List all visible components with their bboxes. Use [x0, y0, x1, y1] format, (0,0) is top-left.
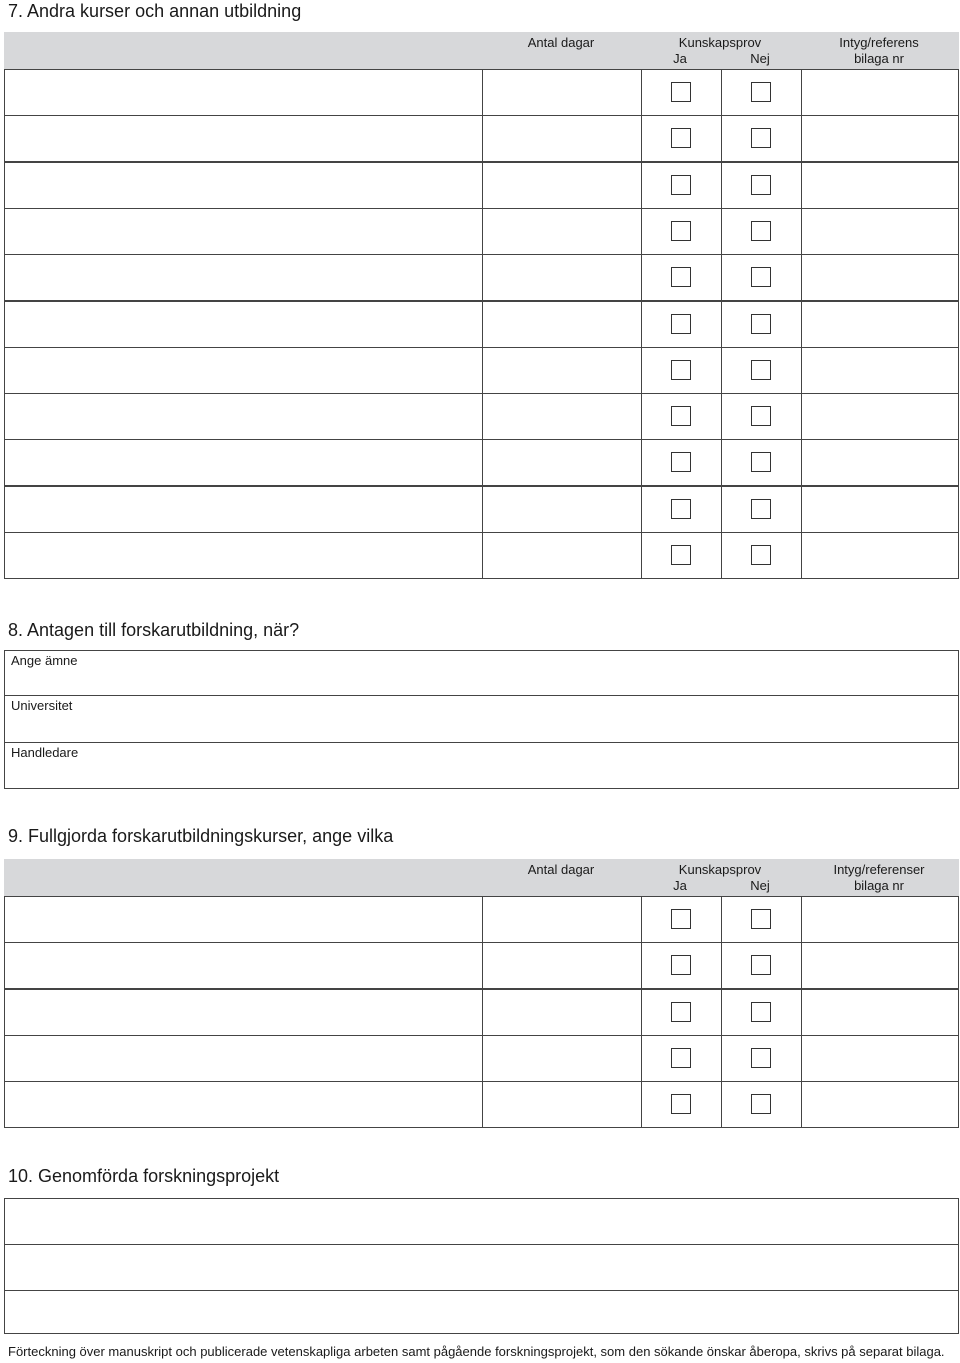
test-no-checkbox[interactable]	[751, 314, 771, 334]
header-reference: Intyg/referens	[839, 35, 919, 50]
course-name-cell[interactable]	[5, 1036, 482, 1081]
course-name-cell[interactable]	[5, 163, 482, 208]
days-cell[interactable]	[482, 1082, 641, 1127]
reference-cell[interactable]	[801, 533, 960, 578]
days-cell[interactable]	[482, 255, 641, 300]
test-no-cell	[721, 70, 801, 115]
test-yes-cell	[641, 1036, 721, 1081]
test-no-checkbox[interactable]	[751, 499, 771, 519]
test-no-checkbox[interactable]	[751, 1048, 771, 1068]
university-field[interactable]	[4, 696, 959, 743]
section-9-table-row	[4, 1035, 959, 1082]
supervisor-field[interactable]	[4, 742, 959, 789]
supervisor-label: Handledare	[11, 745, 79, 760]
test-yes-cell	[641, 487, 721, 532]
section-7-table-row	[4, 439, 959, 486]
reference-cell[interactable]	[801, 943, 960, 988]
header-knowledge-test: Kunskapsprov	[678, 35, 762, 50]
course-name-cell[interactable]	[5, 116, 482, 161]
research-project-field[interactable]	[4, 1244, 959, 1291]
section-7-table-row	[4, 162, 959, 209]
test-yes-cell	[641, 302, 721, 347]
days-cell[interactable]	[482, 440, 641, 485]
test-yes-checkbox[interactable]	[671, 499, 691, 519]
days-cell[interactable]	[482, 897, 641, 942]
university-label: Universitet	[11, 698, 73, 713]
test-no-cell	[721, 163, 801, 208]
subject-field[interactable]	[4, 650, 959, 696]
test-no-cell	[721, 116, 801, 161]
reference-cell[interactable]	[801, 487, 960, 532]
test-yes-cell	[641, 348, 721, 393]
days-cell[interactable]	[482, 116, 641, 161]
test-yes-checkbox[interactable]	[671, 1094, 691, 1114]
test-yes-cell	[641, 394, 721, 439]
days-cell[interactable]	[482, 209, 641, 254]
header-no: Nej	[750, 878, 770, 893]
footer-note: Förteckning över manuskript och publicerade vetenskapliga arbeten samt pågående forskningsprojekt, som den sökande önskar åberopa, skrivs på separat bilaga.	[8, 1344, 945, 1359]
header-attachment-nr: bilaga nr	[854, 878, 904, 893]
test-yes-cell	[641, 533, 721, 578]
section-9-table-row	[4, 1081, 959, 1128]
test-no-checkbox[interactable]	[751, 128, 771, 148]
reference-cell[interactable]	[801, 209, 960, 254]
test-yes-cell	[641, 1082, 721, 1127]
test-no-cell	[721, 209, 801, 254]
course-name-cell[interactable]	[5, 348, 482, 393]
reference-cell[interactable]	[801, 348, 960, 393]
reference-cell[interactable]	[801, 1082, 960, 1127]
test-no-checkbox[interactable]	[751, 452, 771, 472]
section-8-title: 8. Antagen till forskarutbildning, när?	[8, 620, 300, 640]
course-name-cell[interactable]	[5, 209, 482, 254]
test-no-cell	[721, 897, 801, 942]
test-no-cell	[721, 255, 801, 300]
header-yes: Ja	[673, 51, 687, 66]
days-cell[interactable]	[482, 1036, 641, 1081]
header-yes: Ja	[673, 878, 687, 893]
days-cell[interactable]	[482, 487, 641, 532]
test-no-cell	[721, 302, 801, 347]
section-9-table-header	[4, 859, 959, 896]
course-name-cell[interactable]	[5, 990, 482, 1035]
test-yes-cell	[641, 209, 721, 254]
test-no-cell	[721, 348, 801, 393]
test-no-checkbox[interactable]	[751, 909, 771, 929]
test-yes-checkbox[interactable]	[671, 314, 691, 334]
section-9-table-row	[4, 942, 959, 989]
days-cell[interactable]	[482, 348, 641, 393]
header-attachment-nr: bilaga nr	[854, 51, 904, 66]
section-9-table-row	[4, 989, 959, 1036]
test-yes-cell	[641, 440, 721, 485]
test-yes-checkbox[interactable]	[671, 955, 691, 975]
test-yes-cell	[641, 163, 721, 208]
test-yes-checkbox[interactable]	[671, 909, 691, 929]
test-yes-checkbox[interactable]	[671, 1002, 691, 1022]
test-no-checkbox[interactable]	[751, 221, 771, 241]
test-yes-checkbox[interactable]	[671, 452, 691, 472]
test-yes-checkbox[interactable]	[671, 360, 691, 380]
test-no-checkbox[interactable]	[751, 267, 771, 287]
course-name-cell[interactable]	[5, 487, 482, 532]
reference-cell[interactable]	[801, 163, 960, 208]
section-7-table-row	[4, 532, 959, 579]
test-yes-cell	[641, 116, 721, 161]
days-cell[interactable]	[482, 533, 641, 578]
section-7-table-header	[4, 32, 959, 69]
days-cell[interactable]	[482, 70, 641, 115]
days-cell[interactable]	[482, 943, 641, 988]
test-yes-checkbox[interactable]	[671, 267, 691, 287]
course-name-cell[interactable]	[5, 1082, 482, 1127]
header-days: Antal dagar	[527, 862, 595, 877]
days-cell[interactable]	[482, 394, 641, 439]
test-no-cell	[721, 440, 801, 485]
test-yes-checkbox[interactable]	[671, 545, 691, 565]
section-9-title: 9. Fullgjorda forskarutbildningskurser, ange vilka	[8, 826, 394, 846]
section-7-table-row	[4, 254, 959, 301]
section-9-table-row	[4, 896, 959, 943]
test-no-checkbox[interactable]	[751, 82, 771, 102]
research-project-field[interactable]	[4, 1198, 959, 1245]
test-no-cell	[721, 394, 801, 439]
test-no-cell	[721, 943, 801, 988]
test-no-checkbox[interactable]	[751, 1002, 771, 1022]
section-7-table-row	[4, 347, 959, 394]
test-no-checkbox[interactable]	[751, 545, 771, 565]
test-yes-cell	[641, 255, 721, 300]
section-10-title: 10. Genomförda forskningsprojekt	[8, 1166, 280, 1186]
reference-cell[interactable]	[801, 1036, 960, 1081]
section-7-table-row	[4, 69, 959, 116]
test-no-checkbox[interactable]	[751, 1094, 771, 1114]
course-name-cell[interactable]	[5, 897, 482, 942]
test-yes-cell	[641, 897, 721, 942]
course-name-cell[interactable]	[5, 302, 482, 347]
section-7-table-row	[4, 301, 959, 348]
days-cell[interactable]	[482, 302, 641, 347]
reference-cell[interactable]	[801, 990, 960, 1035]
test-yes-cell	[641, 943, 721, 988]
course-name-cell[interactable]	[5, 943, 482, 988]
test-no-checkbox[interactable]	[751, 360, 771, 380]
test-no-checkbox[interactable]	[751, 406, 771, 426]
section-7-table-row	[4, 208, 959, 255]
course-name-cell[interactable]	[5, 255, 482, 300]
test-yes-checkbox[interactable]	[671, 1048, 691, 1068]
reference-cell[interactable]	[801, 440, 960, 485]
section-7-title: 7. Andra kurser och annan utbildning	[8, 1, 302, 21]
days-cell[interactable]	[482, 163, 641, 208]
test-no-cell	[721, 1082, 801, 1127]
reference-cell[interactable]	[801, 116, 960, 161]
test-no-cell	[721, 1036, 801, 1081]
subject-label: Ange ämne	[11, 653, 78, 668]
reference-cell[interactable]	[801, 302, 960, 347]
test-yes-checkbox[interactable]	[671, 221, 691, 241]
course-name-cell[interactable]	[5, 533, 482, 578]
header-references: Intyg/referenser	[833, 862, 925, 877]
reference-cell[interactable]	[801, 897, 960, 942]
reference-cell[interactable]	[801, 394, 960, 439]
test-no-checkbox[interactable]	[751, 955, 771, 975]
section-7-table-row	[4, 115, 959, 162]
test-yes-checkbox[interactable]	[671, 175, 691, 195]
section-7-table-row	[4, 393, 959, 440]
header-no: Nej	[750, 51, 770, 66]
test-yes-cell	[641, 990, 721, 1035]
test-no-checkbox[interactable]	[751, 175, 771, 195]
test-no-cell	[721, 487, 801, 532]
course-name-cell[interactable]	[5, 70, 482, 115]
reference-cell[interactable]	[801, 255, 960, 300]
days-cell[interactable]	[482, 990, 641, 1035]
research-project-field[interactable]	[4, 1290, 959, 1334]
test-yes-checkbox[interactable]	[671, 406, 691, 426]
test-yes-checkbox[interactable]	[671, 82, 691, 102]
reference-cell[interactable]	[801, 70, 960, 115]
test-no-cell	[721, 533, 801, 578]
header-days: Antal dagar	[527, 35, 595, 50]
course-name-cell[interactable]	[5, 394, 482, 439]
test-yes-checkbox[interactable]	[671, 128, 691, 148]
section-7-table-row	[4, 486, 959, 533]
header-knowledge-test: Kunskapsprov	[678, 862, 762, 877]
test-no-cell	[721, 990, 801, 1035]
test-yes-cell	[641, 70, 721, 115]
course-name-cell[interactable]	[5, 440, 482, 485]
